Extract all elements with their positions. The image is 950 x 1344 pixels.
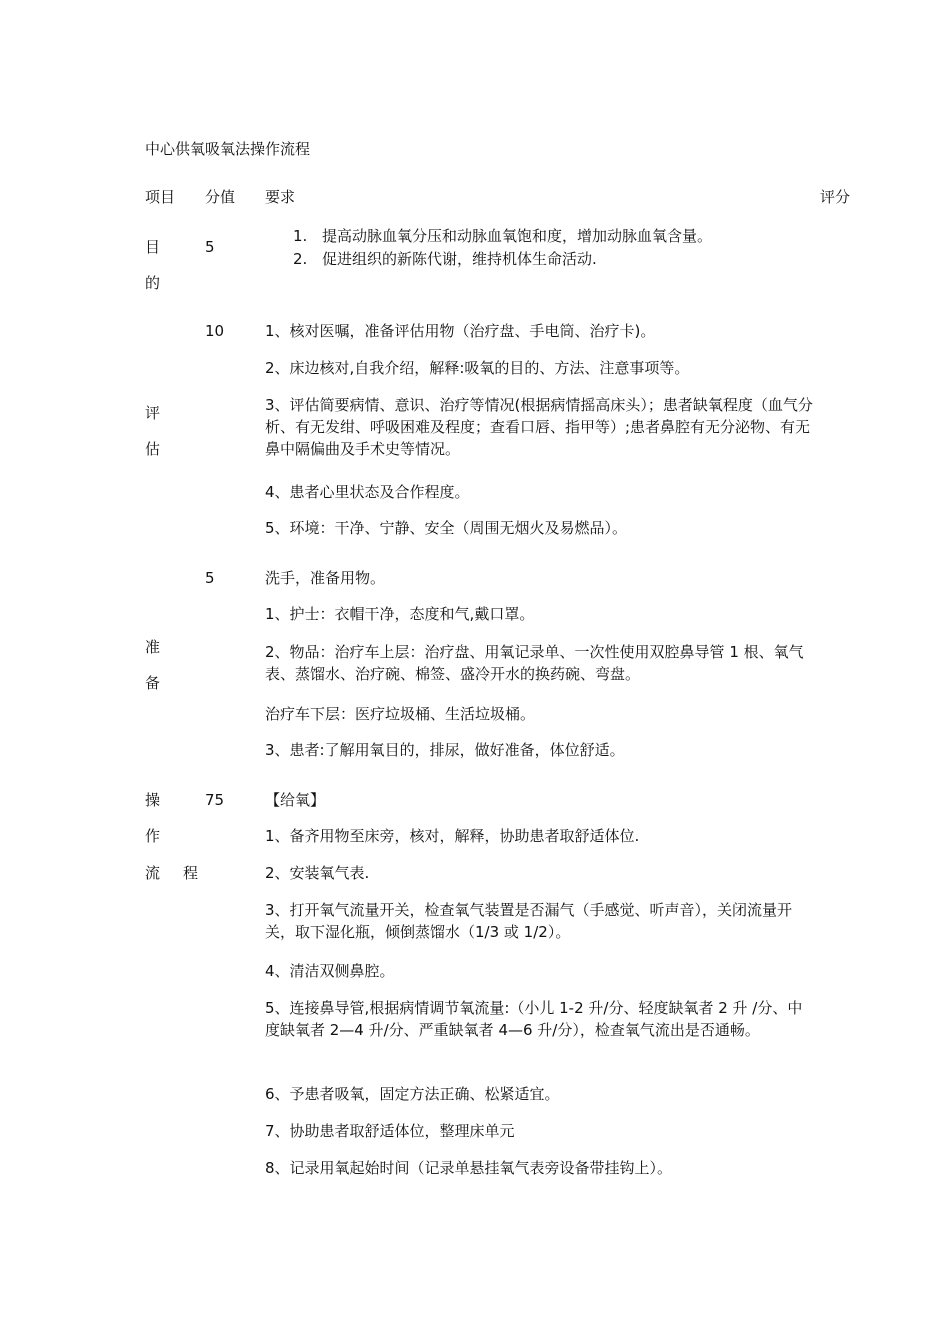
assessment-item: 3、评估简要病情、意识、治疗等情况(根据病情摇高床头）；患者缺氧程度（血气分析、有无发绀、呼吸困难及程度；查看口唇、指甲等）;患者鼻腔有无分泌物、有无鼻中隔偏曲及手术史等情况。 — [265, 396, 813, 458]
assessment-item: 1、核对医嘱，准备评估用物（治疗盘、手电筒、治疗卡)。 — [265, 322, 656, 340]
header-score: 分值 — [205, 188, 236, 206]
header-grade: 评分 — [820, 188, 851, 206]
procedure-item: 6、予患者吸氧，固定方法正确、松紧适宜。 — [265, 1085, 560, 1103]
assessment-score: 10 — [205, 322, 225, 340]
assessment-item: 2、床边核对,自我介绍，解释:吸氧的目的、方法、注意事项等。 — [265, 359, 690, 377]
purpose-score: 5 — [205, 238, 215, 256]
procedure-item: 2、安装氧气表. — [265, 864, 370, 882]
preparation-item: 治疗车下层：医疗垃圾桶、生活垃圾桶。 — [265, 705, 536, 723]
purpose-item: 促进组织的新陈代谢，维持机体生命活动. — [322, 250, 597, 268]
preparation-score: 5 — [205, 569, 215, 587]
header-item: 项目 — [145, 188, 176, 206]
procedure-item: 3、打开氧气流量开关，检查氧气装置是否漏气（手感觉、听声音），关闭流量开关，取下湿化瓶，倾倒蒸馏水（1/3 或 1/2）。 — [265, 901, 793, 941]
purpose-item: 提高动脉血氧分压和动脉血氧饱和度，增加动脉血氧含量。 — [322, 227, 713, 245]
page-title: 中心供氧吸氧法操作流程 — [145, 140, 311, 158]
assessment-label-2: 估 — [145, 440, 161, 458]
procedure-heading: 【给氧】 — [265, 791, 326, 809]
purpose-label-1: 目 — [145, 238, 161, 256]
procedure-item: 7、协助患者取舒适体位，整理床单元 — [265, 1122, 515, 1140]
procedure-item: 5、连接鼻导管,根据病情调节氧流量:（小儿 1-2 升/分、轻度缺氧者 2 升 /分、中度缺氧者 2—4 升/分、严重缺氧者 4—6 升/分），检查氧气流出是否通畅。 — [265, 999, 803, 1039]
procedure-score: 75 — [205, 791, 225, 809]
procedure-item: 8、记录用氧起始时间（记录单悬挂氧气表旁设备带挂钩上）。 — [265, 1159, 673, 1177]
preparation-item: 1、护士：衣帽干净，态度和气,戴口罩。 — [265, 605, 535, 623]
procedure-item: 4、清洁双侧鼻腔。 — [265, 962, 395, 980]
procedure-label-2: 作 — [145, 827, 161, 845]
preparation-label-2: 备 — [145, 674, 161, 692]
purpose-item-num: 1. — [293, 227, 308, 245]
assessment-item: 5、环境：干净、宁静、安全（周围无烟火及易燃品）。 — [265, 519, 628, 537]
preparation-label-1: 准 — [145, 638, 161, 656]
procedure-label-1: 操 — [145, 791, 161, 809]
preparation-item: 3、患者:了解用氧目的，排尿，做好准备，体位舒适。 — [265, 741, 625, 759]
assessment-label-1: 评 — [145, 404, 161, 422]
purpose-label-2: 的 — [145, 274, 161, 292]
procedure-label-3: 流 — [145, 864, 161, 882]
preparation-item: 洗手，准备用物。 — [265, 569, 386, 587]
purpose-item-num: 2. — [293, 250, 308, 268]
preparation-item: 2、物品：治疗车上层：治疗盘、用氧记录单、一次性使用双腔鼻导管 1 根、氧气表、蒸馏水、治疗碗、棉签、盛冷开水的换药碗、弯盘。 — [265, 643, 804, 683]
procedure-item: 1、备齐用物至床旁，核对，解释，协助患者取舒适体位. — [265, 827, 640, 845]
header-requirement: 要求 — [265, 188, 296, 206]
procedure-label-4: 程 — [183, 864, 199, 882]
assessment-item: 4、患者心里状态及合作程度。 — [265, 483, 470, 501]
